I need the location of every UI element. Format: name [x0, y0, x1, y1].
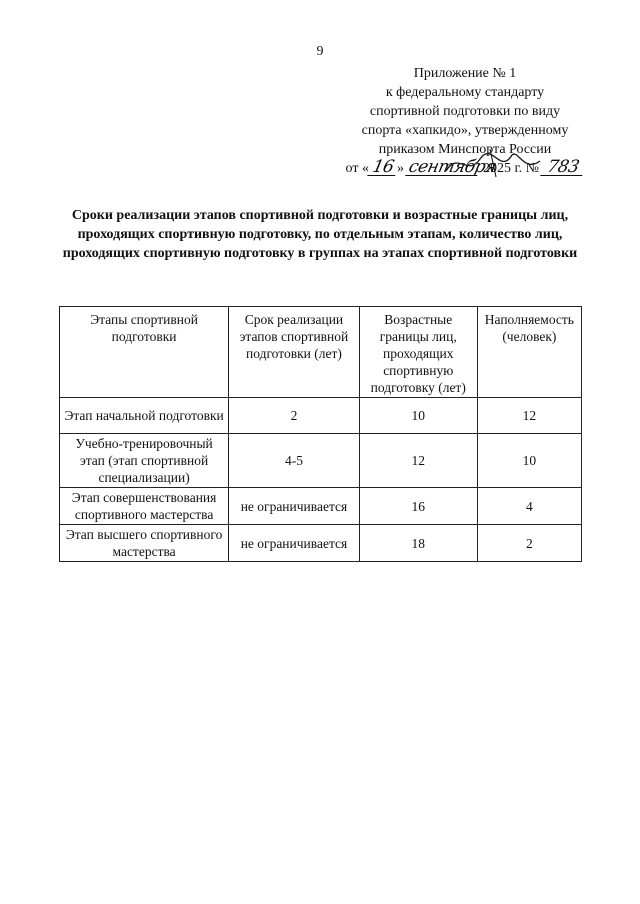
appendix-block [340, 64, 590, 178]
table-row [60, 525, 582, 562]
document-title: Сроки реализации этапов спортивной подготовки и возрастные границы лиц, проходящих спортивную подготовку, по отдельным этапам, количество лиц, проходящих спортивную подготовку в группах на этапах спортивной подготовки [62, 208, 578, 261]
header-age: Возрастные границы лиц, проходящих спортивную подготовку (лет) [359, 307, 477, 398]
table-row [60, 434, 582, 488]
approval-day: 16 [367, 159, 399, 176]
cell-stage: Этап высшего спортивного мастерства [60, 525, 229, 562]
cell-stage: Этап совершенствования спортивного мастерства [60, 488, 229, 525]
cell-age: 10 [359, 398, 477, 434]
appendix-line-standard: к федеральному стандарту [385, 85, 545, 100]
cell-capacity: 4 [477, 488, 581, 525]
cell-age: 16 [359, 488, 477, 525]
header-stages: Этапы спортивной подготовки [60, 307, 229, 398]
cell-stage: Этап начальной подготовки [60, 398, 229, 434]
approval-number: 783 [541, 159, 587, 176]
cell-duration: 4-5 [229, 434, 360, 488]
cell-duration: не ограничивается [229, 488, 360, 525]
appendix-line-training: спортивной подготовки по виду [369, 104, 561, 119]
table-row [60, 488, 582, 525]
appendix-line-sport: спорта «хапкидо», утвержденному [361, 123, 569, 138]
table-row [60, 398, 582, 434]
approval-prefix: от « [345, 161, 369, 176]
cell-age: 18 [359, 525, 477, 562]
cell-duration: 2 [229, 398, 360, 434]
stages-table [59, 306, 582, 562]
page-number: 9 [316, 44, 324, 59]
approval-day-close: » [396, 161, 404, 176]
approval-month: сентября [407, 157, 499, 177]
approval-line [340, 159, 590, 178]
cell-stage: Учебно-тренировочный этап (этап спортивной специализации) [60, 434, 229, 488]
appendix-title: Приложение № 1 [413, 66, 517, 81]
cell-duration: не ограничивается [229, 525, 360, 562]
cell-capacity: 2 [477, 525, 581, 562]
header-capacity: Наполняемость (человек) [477, 307, 581, 398]
cell-age: 12 [359, 434, 477, 488]
header-duration: Срок реализации этапов спортивной подготовки (лет) [229, 307, 360, 398]
appendix-line-order: приказом Минспорта России [378, 142, 552, 157]
table-header-row [60, 307, 582, 398]
cell-capacity: 10 [477, 434, 581, 488]
approval-year: 2025 г. № [482, 161, 539, 176]
cell-capacity: 12 [477, 398, 581, 434]
